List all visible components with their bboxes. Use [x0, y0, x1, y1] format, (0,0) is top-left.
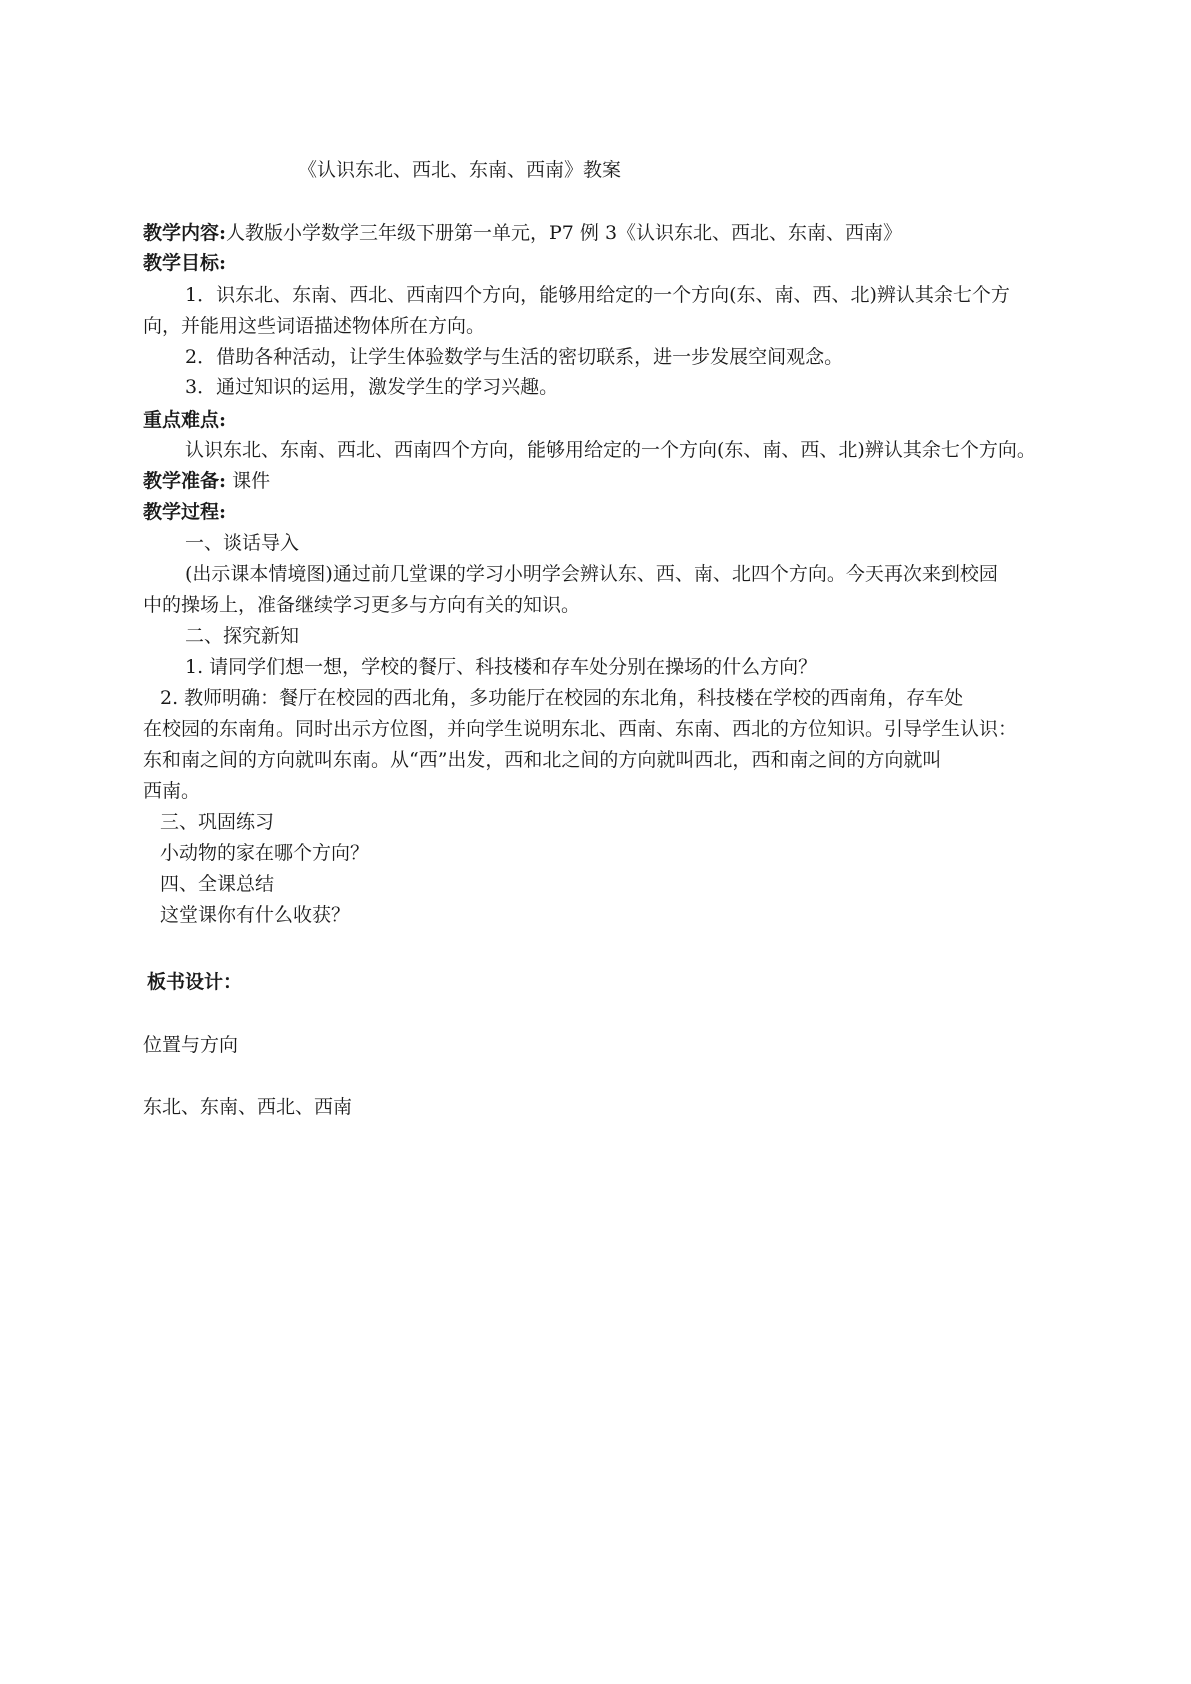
section-3-heading: 三、巩固练习: [160, 811, 275, 833]
teaching-content-label: 教学内容:: [143, 222, 227, 244]
teaching-prep-line: [143, 466, 270, 496]
goal-1-line-1: 1．识东北、东南、西北、西南四个方向，能够用给定的一个方向(东、南、西、北)辨认其余七个方: [185, 284, 1010, 306]
section-2-question-2-line-4: 西南。: [143, 780, 201, 802]
section-4-heading: 四、全课总结: [160, 873, 275, 895]
section-3-text: 小动物的家在哪个方向？: [160, 842, 370, 864]
teaching-prep-text: 课件: [232, 470, 271, 492]
section-2-question-2-line-2: 在校园的东南角。同时出示方位图，并向学生说明东北、西南、东南、西北的方位知识。引导学生认识：: [143, 718, 1018, 740]
teaching-process-label: 教学过程:: [143, 501, 227, 523]
teaching-content-text: 人教版小学数学三年级下册第一单元，P7 例 3《认识东北、西北、东南、西南》: [226, 222, 903, 244]
teaching-content-line: [143, 218, 902, 248]
section-1-heading: 一、谈话导入: [185, 532, 300, 554]
board-line-2: 东北、东南、西北、西南: [143, 1096, 353, 1118]
section-2-question-2-line-1: 2. 教师明确：餐厅在校园的西北角，多功能厅在校园的东北角，科技楼在学校的西南角，存车处: [160, 687, 964, 709]
section-4-text: 这堂课你有什么收获？: [160, 904, 351, 926]
board-line-1: 位置与方向: [143, 1034, 239, 1056]
section-1-line-2: 中的操场上，准备继续学习更多与方向有关的知识。: [143, 594, 581, 616]
section-2-question-1: 1. 请同学们想一想，学校的餐厅、科技楼和存车处分别在操场的什么方向？: [185, 656, 818, 678]
section-1-line-1: (出示课本情境图)通过前几堂课的学习小明学会辨认东、西、南、北四个方向。今天再次来到校园: [185, 563, 998, 585]
document-title: 《认识东北、西北、东南、西南》教案: [298, 159, 622, 181]
key-points-label: 重点难点:: [143, 409, 227, 431]
teaching-prep-label: 教学准备:: [143, 470, 227, 492]
board-design-label: 板书设计：: [147, 971, 243, 993]
goal-2: 2．借助各种活动，让学生体验数学与生活的密切联系，进一步发展空间观念。: [185, 346, 844, 368]
goal-1-line-2: 向，并能用这些词语描述物体所在方向。: [143, 315, 486, 337]
goal-3: 3．通过知识的运用，激发学生的学习兴趣。: [185, 376, 559, 398]
teaching-goals-label: 教学目标:: [143, 252, 227, 274]
section-2-heading: 二、探究新知: [185, 625, 300, 647]
section-2-question-2-line-3: 东和南之间的方向就叫东南。从“西”出发，西和北之间的方向就叫西北，西和南之间的方向就叫: [143, 749, 942, 771]
key-points-text: 认识东北、东南、西北、西南四个方向，能够用给定的一个方向(东、南、西、北)辨认其余七个方向。: [185, 439, 1036, 461]
